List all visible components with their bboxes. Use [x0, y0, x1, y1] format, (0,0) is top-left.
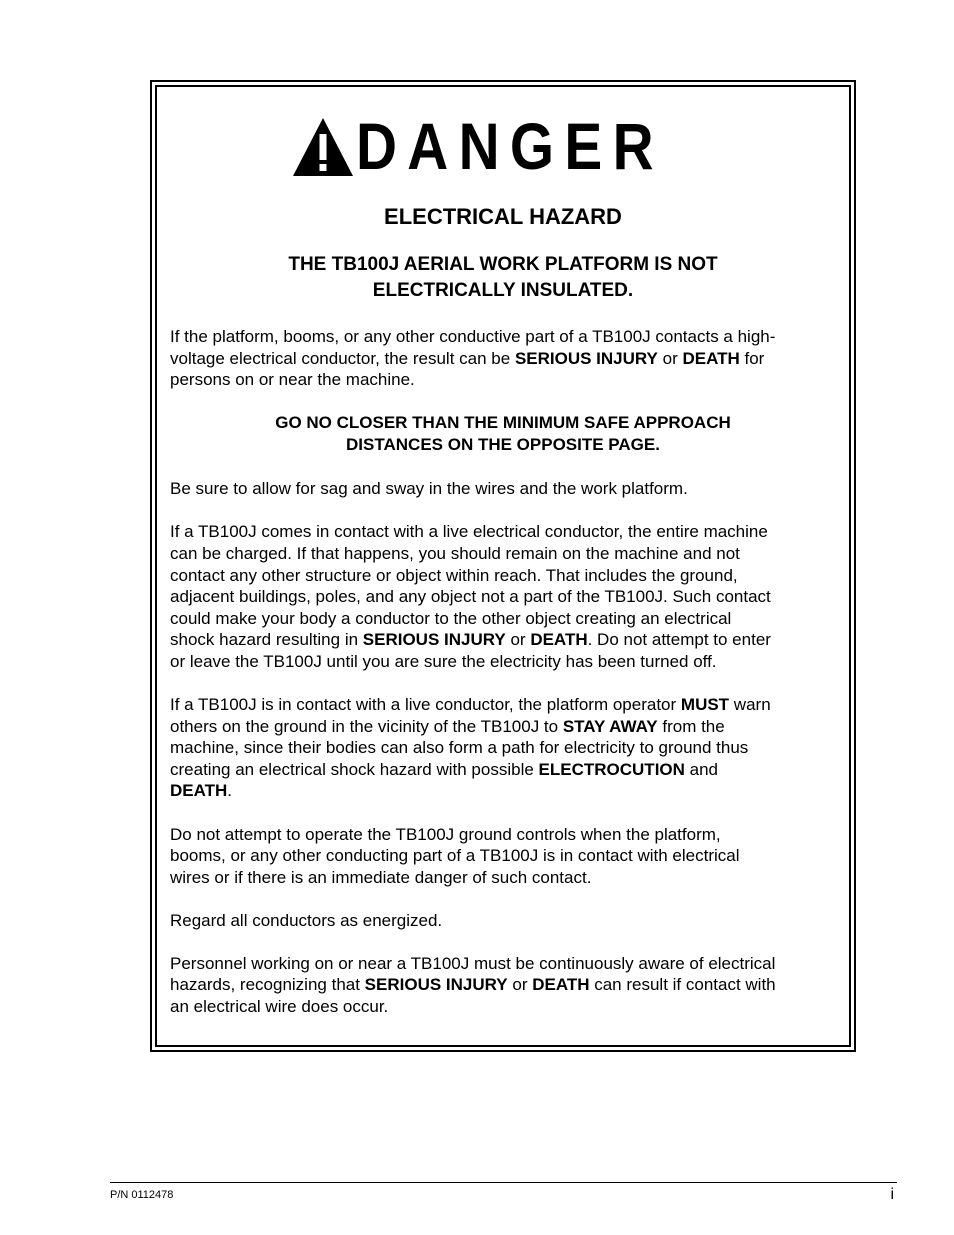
text-line: Be sure to allow for sag and sway in the wires and the work platform.: [170, 479, 688, 499]
text-line: contact any other structure or object within reach. That includes the ground,: [170, 565, 738, 585]
warning-line: DISTANCES ON THE OPPOSITE PAGE.: [346, 435, 660, 455]
text-run: If a TB100J is in contact with a live conductor, the platform operator: [170, 695, 681, 715]
page-number: i: [890, 1186, 894, 1203]
hazard-subtitle: [170, 252, 836, 304]
paragraph-warn-others: [170, 694, 836, 802]
text-line: [170, 780, 836, 802]
text-run: .: [227, 781, 233, 801]
text-line: can be charged. If that happens, you should remain on the machine and not: [170, 543, 740, 563]
text-line: booms, or any other conducting part of a TB100J is in contact with electrical: [170, 846, 740, 866]
text-run: shock hazard resulting in: [170, 630, 363, 650]
signal-word: DANGER: [355, 109, 664, 183]
warning-line: GO NO CLOSER THAN THE MINIMUM SAFE APPROACH: [275, 413, 731, 433]
text-line: machine, since their bodies can also form a path for electricity to ground thus: [170, 738, 749, 758]
text-run: or: [505, 630, 531, 650]
text-line: could make your body a conductor to the other object creating an electrical: [170, 608, 732, 628]
paragraph-awareness: [170, 953, 836, 1018]
emphasis-serious-injury: SERIOUS INJURY: [514, 348, 658, 368]
text-run: warn: [729, 695, 771, 715]
text-run: . Do not attempt to enter: [587, 630, 771, 650]
paragraph-contact-result: [170, 326, 836, 391]
paragraph-ground-controls: [170, 824, 836, 889]
text-line: Do not attempt to operate the TB100J ground controls when the platform,: [170, 824, 721, 844]
text-run: and: [684, 759, 719, 779]
emphasis-death: DEATH: [532, 975, 590, 995]
emphasis-serious-injury: SERIOUS INJURY: [364, 975, 508, 995]
text-line: wires or if there is an immediate danger of such contact.: [170, 867, 592, 887]
text-line: or leave the TB100J until you are sure the electricity has been turned off.: [170, 651, 717, 671]
emphasis-stay-away: STAY AWAY: [562, 716, 658, 736]
text-line: If a TB100J comes in contact with a live electrical conductor, the entire machine: [170, 522, 768, 542]
text-run: creating an electrical shock hazard with possible: [170, 759, 539, 779]
emphasis-serious-injury: SERIOUS INJURY: [362, 630, 506, 650]
text-run: or: [657, 348, 683, 368]
footer-divider: [110, 1182, 897, 1183]
emphasis-death: DEATH: [682, 348, 740, 368]
text-run: hazards, recognizing that: [170, 975, 365, 995]
danger-notice-box: [150, 80, 856, 1052]
hazard-title: ELECTRICAL HAZARD: [384, 204, 622, 229]
text-line: [170, 974, 836, 996]
subtitle-line: ELECTRICALLY INSULATED.: [372, 280, 634, 301]
text-line: If the platform, booms, or any other conductive part of a TB100J contacts a high-: [170, 327, 776, 346]
approach-distance-warning: [170, 412, 836, 456]
part-number: P/N 0112478: [110, 1189, 174, 1201]
notice-content: [170, 204, 836, 1039]
text-line: adjacent buildings, poles, and any object not a part of the TB100J. Such contact: [170, 587, 771, 607]
text-line: [170, 694, 836, 716]
text-line: [170, 629, 836, 651]
text-line: [170, 759, 836, 781]
text-line: Personnel working on or near a TB100J must be continuously aware of electrical: [170, 953, 776, 973]
paragraph-energized: [170, 910, 836, 932]
warning-triangle-icon: [292, 116, 354, 178]
danger-notice-inner-border: [155, 85, 851, 1047]
emphasis-death: DEATH: [530, 630, 588, 650]
text-line: [170, 716, 836, 738]
text-run: from the: [657, 716, 725, 736]
text-line: persons on or near the machine.: [170, 370, 415, 390]
subtitle-line: THE TB100J AERIAL WORK PLATFORM IS NOT: [288, 254, 718, 275]
text-line: Regard all conductors as energized.: [170, 910, 443, 930]
text-run: for: [739, 348, 765, 368]
text-line: [170, 348, 836, 370]
text-run: or: [507, 975, 533, 995]
text-run: can result if contact with: [589, 975, 776, 995]
emphasis-death: DEATH: [170, 781, 228, 801]
emphasis-must: MUST: [680, 695, 730, 715]
text-run: others on the ground in the vicinity of the TB100J to: [170, 716, 563, 736]
emphasis-electrocution: ELECTROCUTION: [538, 759, 685, 779]
paragraph-live-contact: [170, 521, 836, 672]
text-line: an electrical wire does occur.: [170, 997, 389, 1017]
danger-header: [157, 109, 849, 183]
paragraph-sag-sway: [170, 478, 836, 500]
text-run: voltage electrical conductor, the result can be: [170, 348, 515, 368]
